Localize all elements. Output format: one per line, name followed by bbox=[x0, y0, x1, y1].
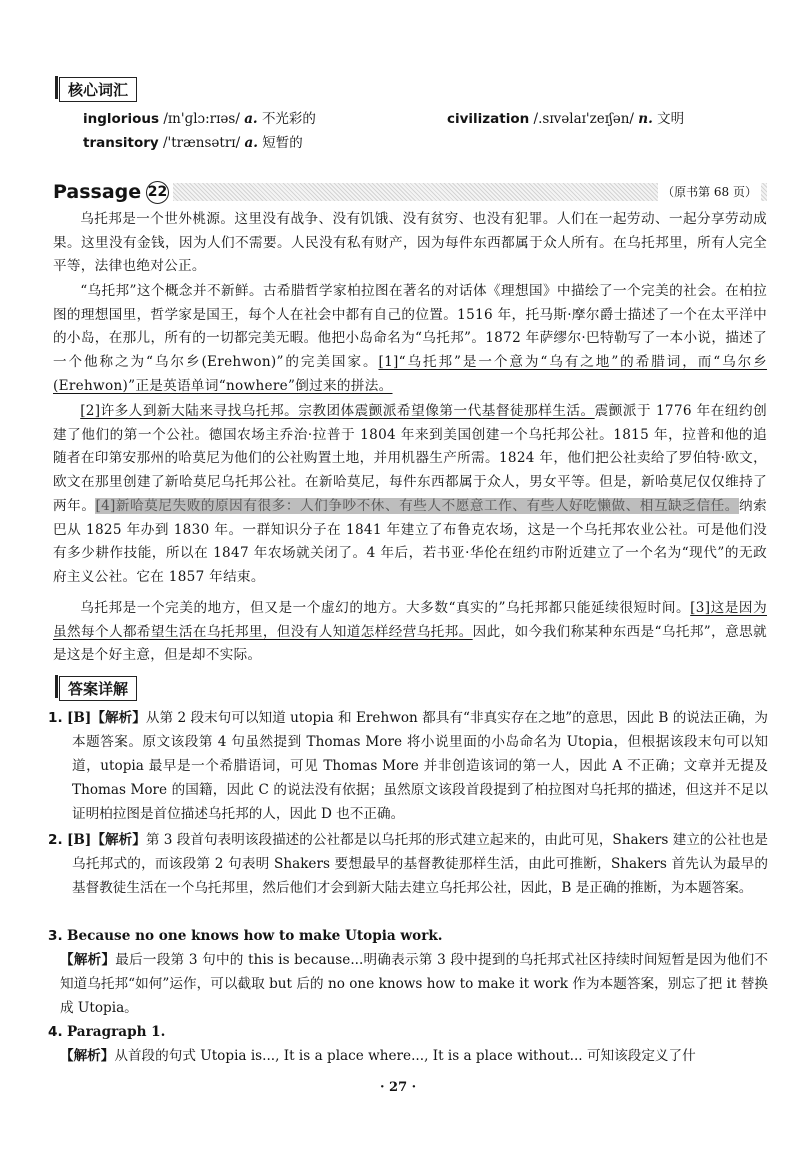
vocab-item bbox=[83, 133, 303, 153]
analysis-text: 从首段的句式 Utopia is..., It is a place where..., It is a place without... 可知该段定义了什 bbox=[114, 1048, 696, 1064]
analysis-text: 第 3 段首句表明该段描述的公社都是以乌托邦的形式建立起来的，由此可见，Shakers 建立的公社也是乌托邦式的，而该段第 2 句表明 Shakers 要想最早的基督教徒那样生活，由此可推断，Shakers 首先认为最早的基督教徒生活在一个乌托邦里，然后他们才会到新大陆去建立乌托邦公社，因此，B 是正确的推断，为本题答案。 bbox=[72, 832, 768, 896]
underlined-sentence-2: [2]许多人到新大陆来寻找乌托邦。宗教团体震颤派希望像第一代基督徒那样生活。 bbox=[80, 403, 595, 419]
vocab-phonetic: /.sɪvəlaɪ'zeɪʃən/ bbox=[533, 111, 634, 127]
passage-paragraph-3 bbox=[53, 400, 767, 590]
answer-4 bbox=[48, 1020, 768, 1068]
answer-key: [B] bbox=[66, 710, 92, 726]
vocab-title: 核心词汇 bbox=[59, 77, 137, 102]
analysis-text: 从第 2 段末句可以知道 utopia 和 Erehwon 都具有“非真实存在之地”的意思，因此 B 的说法正确，为本题答案。原文该段第 4 句虽然提到 Thomas More 将小说里面的小岛命名为 Utopia，但根据该段末句可以知道，utopia 最早是一个希腊语词，可见 Thomas More 并非创造该词的第一人，因此 A 不正确；文章并无提及 Thomas More 的国籍，因此 C 的说法没有依据；虽然原文该段首段提到了柏拉图对乌托邦的描述，但这并不足以证明柏拉图是首位描述乌托邦的人，因此 D 也不正确。 bbox=[72, 710, 769, 822]
underlined-sentence-1: [1]“乌托邦”是一个意为“乌有之地”的希腊词，而“乌尔乡(Erehwon)”正是英语单词“nowhere”倒过来的拼法。 bbox=[53, 354, 768, 394]
vocab-pos: a. bbox=[244, 135, 258, 151]
vocab-pos: a. bbox=[244, 111, 258, 127]
answer-number: 1. bbox=[48, 710, 63, 726]
vocab-definition: 短暂的 bbox=[262, 135, 303, 151]
answer-key: Because no one knows how to make Utopia work. bbox=[66, 928, 443, 944]
passage-header bbox=[53, 179, 767, 205]
page-number: · 27 · bbox=[380, 1080, 417, 1095]
source-page: （原书第 68 页） bbox=[658, 182, 761, 202]
answer-number: 2. bbox=[48, 832, 63, 848]
paragraph-text: 纳索巴从 1825 年办到 1830 年。一群知识分子在 1841 年建立了布鲁克农场，这是一个乌托邦农业公社。可是他们没有多少耕作技能，所以在 1847 年农场就关闭了。4 年后，若书亚·华伦在纽约市附近建立了一个名为“现代”的无政府主义公社。它在 1857 年结束。 bbox=[53, 497, 767, 585]
answer-3 bbox=[48, 924, 768, 1020]
paragraph-text: “乌托邦”这个概念并不新鲜。古希腊哲学家柏拉图在著名的对话体《理想国》中描绘了一个完美的社会。在柏拉图的理想国里，哲学家是国王，每个人在社会中都有自己的位置。1516 年，托马斯·摩尔爵士描述了一个在太平洋中的小岛，在那儿，所有的一切都完美无暇。他把小岛命名为“乌托邦”。1872 年萨缪尔·巴特勒写了一本小说，描述了一个他称之为“乌尔乡(Erehwon)”的完美国家。 bbox=[53, 283, 767, 371]
vocab-word: inglorious bbox=[83, 111, 160, 127]
answer-number: 3. bbox=[48, 928, 63, 944]
answer-key: Paragraph 1. bbox=[66, 1024, 166, 1040]
analysis-tag: 【解析】 bbox=[91, 832, 146, 848]
vocab-word: civilization bbox=[447, 111, 530, 127]
vocab-definition: 文明 bbox=[657, 111, 685, 127]
vocab-word: transitory bbox=[83, 135, 159, 151]
analysis-tag: 【解析】 bbox=[60, 1048, 115, 1064]
vocab-item bbox=[447, 109, 684, 129]
answer-key: [B] bbox=[66, 832, 92, 848]
underlined-sentence-3: [3]这是因为虽然每个人都希望生活在乌托邦里，但没有人知道怎样经营乌托邦。 bbox=[53, 600, 767, 640]
analysis-text: 最后一段第 3 句中的 this is because...明确表示第 3 段中提到的乌托邦式社区持续时间短暂是因为他们不知道乌托邦“如何”运作，可以截取 but 后的 no one knows how to make it work 作为本题答案，别忘了把 it 替换成 Utopia。 bbox=[60, 952, 768, 1016]
passage-number: 22 bbox=[146, 181, 169, 204]
answers-title: 答案详解 bbox=[59, 676, 137, 701]
vocab-definition: 不光彩的 bbox=[261, 111, 316, 127]
vocab-item bbox=[83, 109, 316, 129]
answer-number: 4. bbox=[48, 1024, 63, 1040]
answer-2 bbox=[48, 828, 768, 900]
analysis-tag: 【解析】 bbox=[60, 952, 116, 968]
analysis-tag: 【解析】 bbox=[91, 710, 146, 726]
vocab-phonetic: /ɪn'ɡlɔ:rɪəs/ bbox=[163, 111, 240, 127]
passage-label: Passage bbox=[53, 181, 142, 203]
paragraph-text: 因此，如今我们称某种东西是“乌托邦”，意思就是这是个好主意，但是却不实际。 bbox=[53, 623, 768, 664]
passage-paragraph-4 bbox=[53, 597, 767, 668]
answer-1 bbox=[48, 706, 768, 826]
vocab-pos: n. bbox=[638, 111, 653, 127]
passage-paragraph-2 bbox=[53, 280, 767, 399]
paragraph-text: 乌托邦是一个完美的地方，但又是一个虚幻的地方。大多数“真实的”乌托邦都只能延续很短时间。 bbox=[80, 600, 691, 616]
vocab-phonetic: /'trænsətrɪ/ bbox=[162, 135, 241, 151]
passage-paragraph-1: 乌托邦是一个世外桃源。这里没有战争、没有饥饿、没有贫穷、也没有犯罪。人们在一起劳动、一起分享劳动成果。这里没有金钱，因为人们不需要。人民没有私有财产，因为每件东西都属于众人所有。在乌托邦里，所有人完全平等，法律也绝对公正。 bbox=[53, 211, 767, 275]
paragraph-text: 震颤派于 1776 年在纽约创建了他们的第一个公社。德国农场主乔治·拉普于 1804 年来到美国创建一个乌托邦公社。1815 年，拉普和他的追随者在印第安那州的哈莫尼为他们的公社购置土地，并用机器生产所需。1824 年，他们把公社卖给了罗伯特·欧文，欧文在那里创建了新哈莫尼乌托邦公社。在新哈莫尼，每件东西都属于众人，男女平等。但是，新哈莫尼仅仅维持了两年。 bbox=[53, 403, 767, 514]
shaded-sentence-4: [4]新哈莫尼失败的原因有很多：人们争吵不休、有些人不愿意工作、有些人好吃懒做、相互缺乏信任。 bbox=[95, 497, 739, 514]
